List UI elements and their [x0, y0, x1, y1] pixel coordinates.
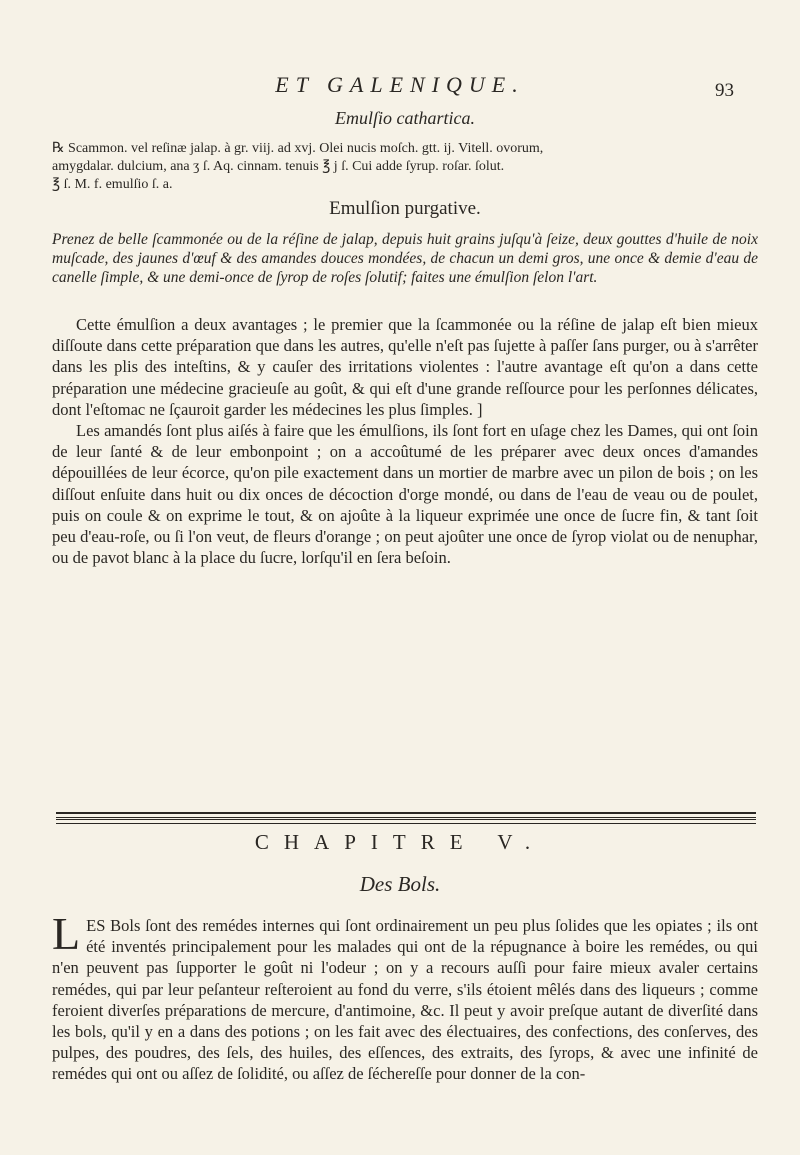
- running-title: ET GALENIQUE.: [275, 72, 525, 97]
- chapter-body: [52, 908, 758, 1085]
- french-recipe-title: Emulſion purgative.: [329, 198, 481, 219]
- latin-line: amygdalar. dulcium, ana ʒ ſ. Aq. cinnam. tenuis ℥ j ſ. Cui adde ſyrup. roſar. ſolut.: [52, 159, 505, 174]
- page-number: 93: [715, 80, 734, 101]
- section-divider: [56, 812, 756, 824]
- recipe-title: Emulſio cathartica.: [335, 108, 475, 128]
- commentary-paragraph: Cette émulſion a deux avantages ; le premier que la ſcammonée ou la réſine de jalap eſt bien mieux diſſoute dans cette préparation que dans les autres, qu'elle n'eſt pas ſujette à paſſer ſans purger, ou à s'arrêter dans les plis des inteſtins, & y cauſer des irritations violentes : l'autre avantage eſt qu'on a dans cette préparation une médecine gracieuſe au goût, & qui eſt d'une grande reſſource pour les perſonnes délicates, dont l'eſtomac ne ſçauroit garder les médecines les plus ſimples. ]: [52, 315, 758, 419]
- recipe-instructions: Prenez de belle ſcammonée ou de la réſine de jalap, depuis huit grains juſqu'à ſeize, deux gouttes d'huile de noix muſcade, des jaunes d'œuf & des amandes douces mondées, de chacun un demi gros, une once & demie d'eau de canelle ſimple, & une demi-once de ſyrop de roſes ſolutif; faites une émulſion ſelon l'art.: [52, 231, 758, 286]
- french-title-block: [52, 198, 758, 220]
- commentary-paragraph: Les amandés ſont plus aiſés à faire que les émulſions, ils ſont fort en uſage chez les Dames, qui ont ſoin de leur ſanté & de leur embonpoint ; on a accoûtumé de les préparer avec deux onces d'amandes dépouillées de leur écorce, qu'on pile exactement dans un mortier de marbre avec un pilon de bois ; on les diſſout enſuite dans huit ou dix onces de décoction d'orge mondé, ou dans de l'eau de veau ou de poulet, puis on coule & on exprime le tout, & on ajoûte à la liqueur exprimée une once de ſucre fin, & tant ſoit peu d'eau-roſe, ou ſi l'on veut, de fleurs d'orange ; on peut ajoûter une once de ſyrop violat ou de nenuphar, ou de pavot blanc à la place du ſucre, lorſqu'il en ſera beſoin.: [52, 421, 758, 568]
- commentary: [52, 314, 758, 568]
- drop-cap: L: [52, 908, 81, 959]
- latin-line: ℥ ſ. M. f. emulſio ſ. a.: [52, 177, 173, 192]
- recipe-title-block: [52, 108, 758, 129]
- chapter-subtitle: Des Bols.: [359, 872, 441, 896]
- latin-line: ℞ Scammon. vel reſinæ jalap. à gr. viij. ad xvj. Olei nucis moſch. gtt. ij. Vitell. ovorum,: [52, 141, 544, 156]
- chapter-text: ES Bols ſont des remédes internes qui ſont ordinairement un peu plus ſolides que les opiates ; ils ont été inventés principalement pour les malades qui ont de la répugnance à boire les remédes, ou qui n'en peuvent pas ſupporter le goût ni l'odeur ; on y a recours auſſi pour faire mieux avaler certains remédes, qui par leur peſanteur reſteroient au fond du verre, s'ils étoient mêlés dans des liqueurs ; comme feroient diverſes préparations de mercure, d'antimoine, &c. Il peut y avoir preſque autant de diverſité dans les bols, qu'il y en a dans des potions ; on les fait avec des électuaires, des confections, des conſerves, des pulpes, des poudres, des ſels, des huiles, des eſſences, des extraits, des ſyrops, & avec une infinité de remédes qui ont ou aſſez de ſolidité, ou aſſez de ſéchereſſe pour donner de la con-: [52, 916, 758, 1084]
- chapter-heading: CHAPITRE V.: [254, 830, 546, 854]
- latin-recipe: [52, 140, 758, 194]
